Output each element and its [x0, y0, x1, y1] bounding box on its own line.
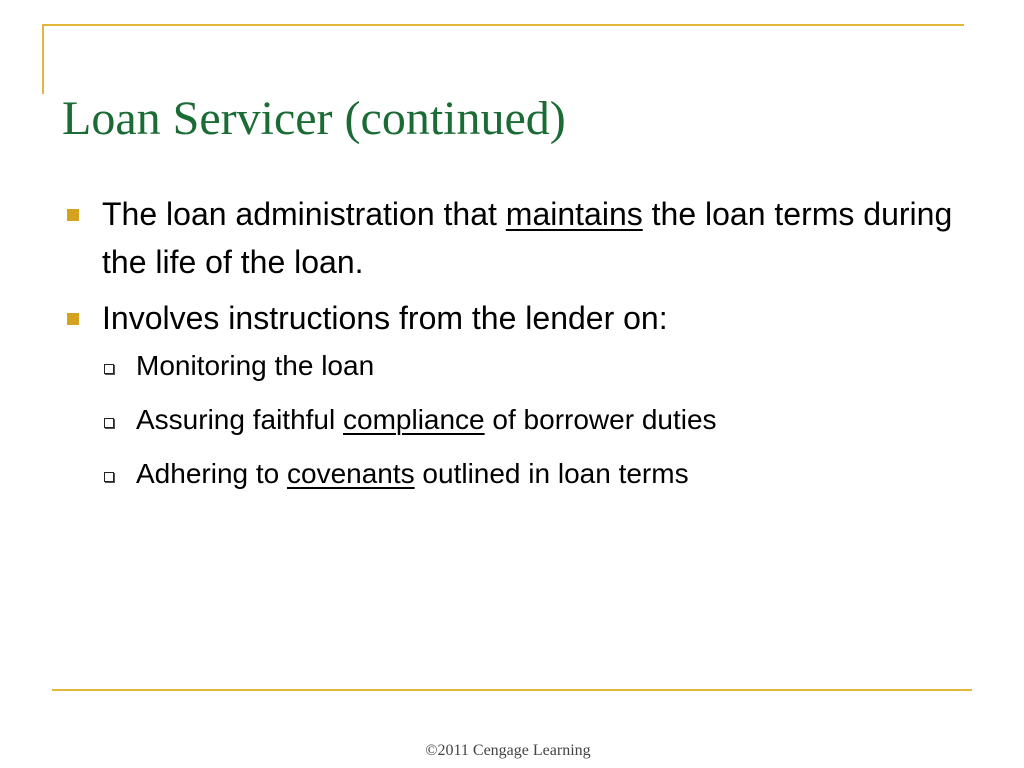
frame-bottom-line [52, 689, 972, 691]
sub-bullet-text: of borrower duties [484, 404, 717, 435]
copyright-footer: ©2011 Cengage Learning [425, 742, 591, 759]
bullet-text: The loan administration that [102, 196, 506, 232]
sub-bullet-item [60, 454, 960, 494]
bullet-list [60, 190, 960, 508]
sub-bullet-item [60, 400, 960, 440]
filled-square-bullet-icon [67, 313, 79, 325]
bullet-item [60, 294, 960, 342]
sub-bullet-list [60, 346, 960, 494]
sub-bullet-emphasis: covenants [287, 458, 415, 489]
bullet-text: Involves instructions from the lender on: [102, 300, 668, 336]
sub-bullet-text: Adhering to [136, 458, 287, 489]
bullet-emphasis: maintains [505, 196, 643, 232]
sub-bullet-text: Monitoring the loan [136, 350, 375, 381]
hollow-square-bullet-icon [104, 364, 114, 374]
filled-square-bullet-icon [67, 209, 79, 221]
bullet-item [60, 190, 960, 286]
sub-bullet-item [60, 346, 960, 386]
sub-bullet-text: Assuring faithful [136, 404, 343, 435]
bullet-text: the loan terms during the life of the loan. [102, 196, 953, 280]
frame-left-line [42, 24, 44, 94]
slide-title: Loan Servicer (continued) [62, 92, 566, 145]
hollow-square-bullet-icon [104, 472, 114, 482]
hollow-square-bullet-icon [104, 418, 114, 428]
sub-bullet-emphasis: compliance [343, 404, 485, 435]
sub-bullet-text: outlined in loan terms [414, 458, 689, 489]
frame-top-line [42, 24, 964, 26]
